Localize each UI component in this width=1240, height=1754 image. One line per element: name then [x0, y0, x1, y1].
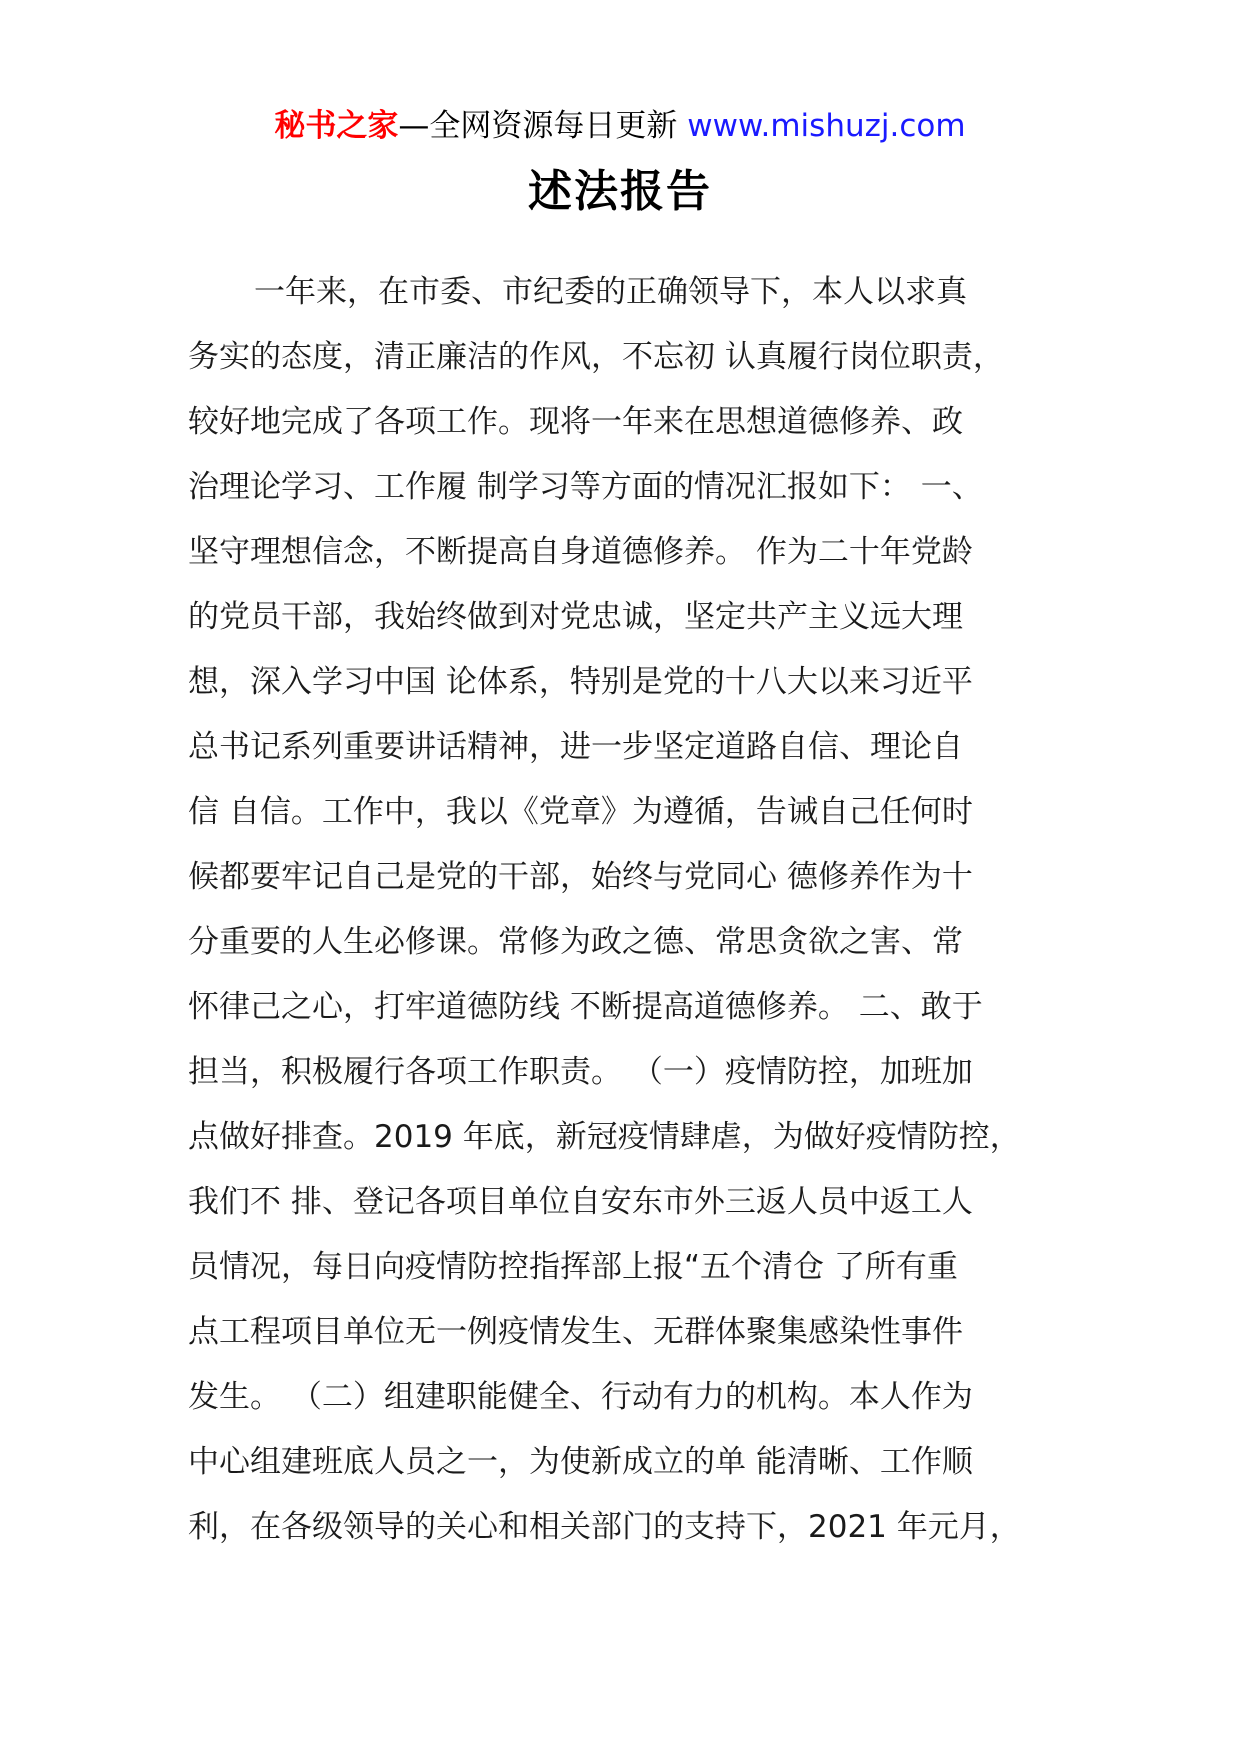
body-line: 的党员干部，我始终做到对党忠诚，坚定共产主义远大理 [188, 599, 963, 635]
site-header [0, 104, 1240, 148]
body-line: 信 自信。工作中，我以《党章》为遵循，告诫自己任何时 [188, 794, 973, 830]
body-line: 我们不 排、登记各项目单位自安东市外三返人员中返工人 [188, 1184, 973, 1220]
document-title: 述法报告 [528, 166, 712, 217]
body-line: 总书记系列重要讲话精神，进一步坚定道路自信、理论自 [188, 729, 963, 765]
body-line: 务实的态度，清正廉洁的作风，不忘初 认真履行岗位职责， [188, 339, 1004, 375]
body-line: 较好地完成了各项工作。现将一年来在思想道德修养、政 [188, 404, 963, 440]
body-line: 想，深入学习中国 论体系，特别是党的十八大以来习近平 [188, 664, 973, 700]
body-line: 担当，积极履行各项工作职责。 （一）疫情防控，加班加 [188, 1054, 973, 1090]
body-line: 点工程项目单位无一例疫情发生、无群体聚集感染性事件 [188, 1314, 963, 1350]
body-line: 中心组建班底人员之一，为使新成立的单 能清晰、工作顺 [188, 1444, 973, 1480]
document-body [188, 260, 1088, 1560]
body-line: 坚守理想信念，不断提高自身道德修养。 作为二十年党龄 [188, 534, 973, 570]
body-line: 一年来，在市委、市纪委的正确领导下，本人以求真 [254, 274, 967, 310]
body-line: 候都要牢记自己是党的干部，始终与党同心 德修养作为十 [188, 859, 973, 895]
site-slogan: —全网资源每日更新 [398, 108, 688, 144]
body-line: 利，在各级领导的关心和相关部门的支持下，2021 年元月， [188, 1509, 1021, 1545]
body-line: 分重要的人生必修课。常修为政之德、常思贪欲之害、常 [188, 924, 963, 960]
body-line: 发生。 （二）组建职能健全、行动有力的机构。本人作为 [188, 1379, 973, 1415]
body-line: 员情况，每日向疫情防控指挥部上报“五个清仓 了所有重 [188, 1249, 958, 1285]
body-line: 治理论学习、工作履 制学习等方面的情况汇报如下： 一、 [188, 469, 983, 505]
site-brand: 秘书之家 [274, 108, 399, 144]
site-url-link[interactable]: www.mishuzj.com [687, 108, 966, 144]
body-line: 点做好排查。2019 年底，新冠疫情肆虐，为做好疫情防控， [188, 1119, 1021, 1155]
body-line: 怀律己之心，打牢道德防线 不断提高道德修养。 二、敢于 [188, 989, 983, 1025]
